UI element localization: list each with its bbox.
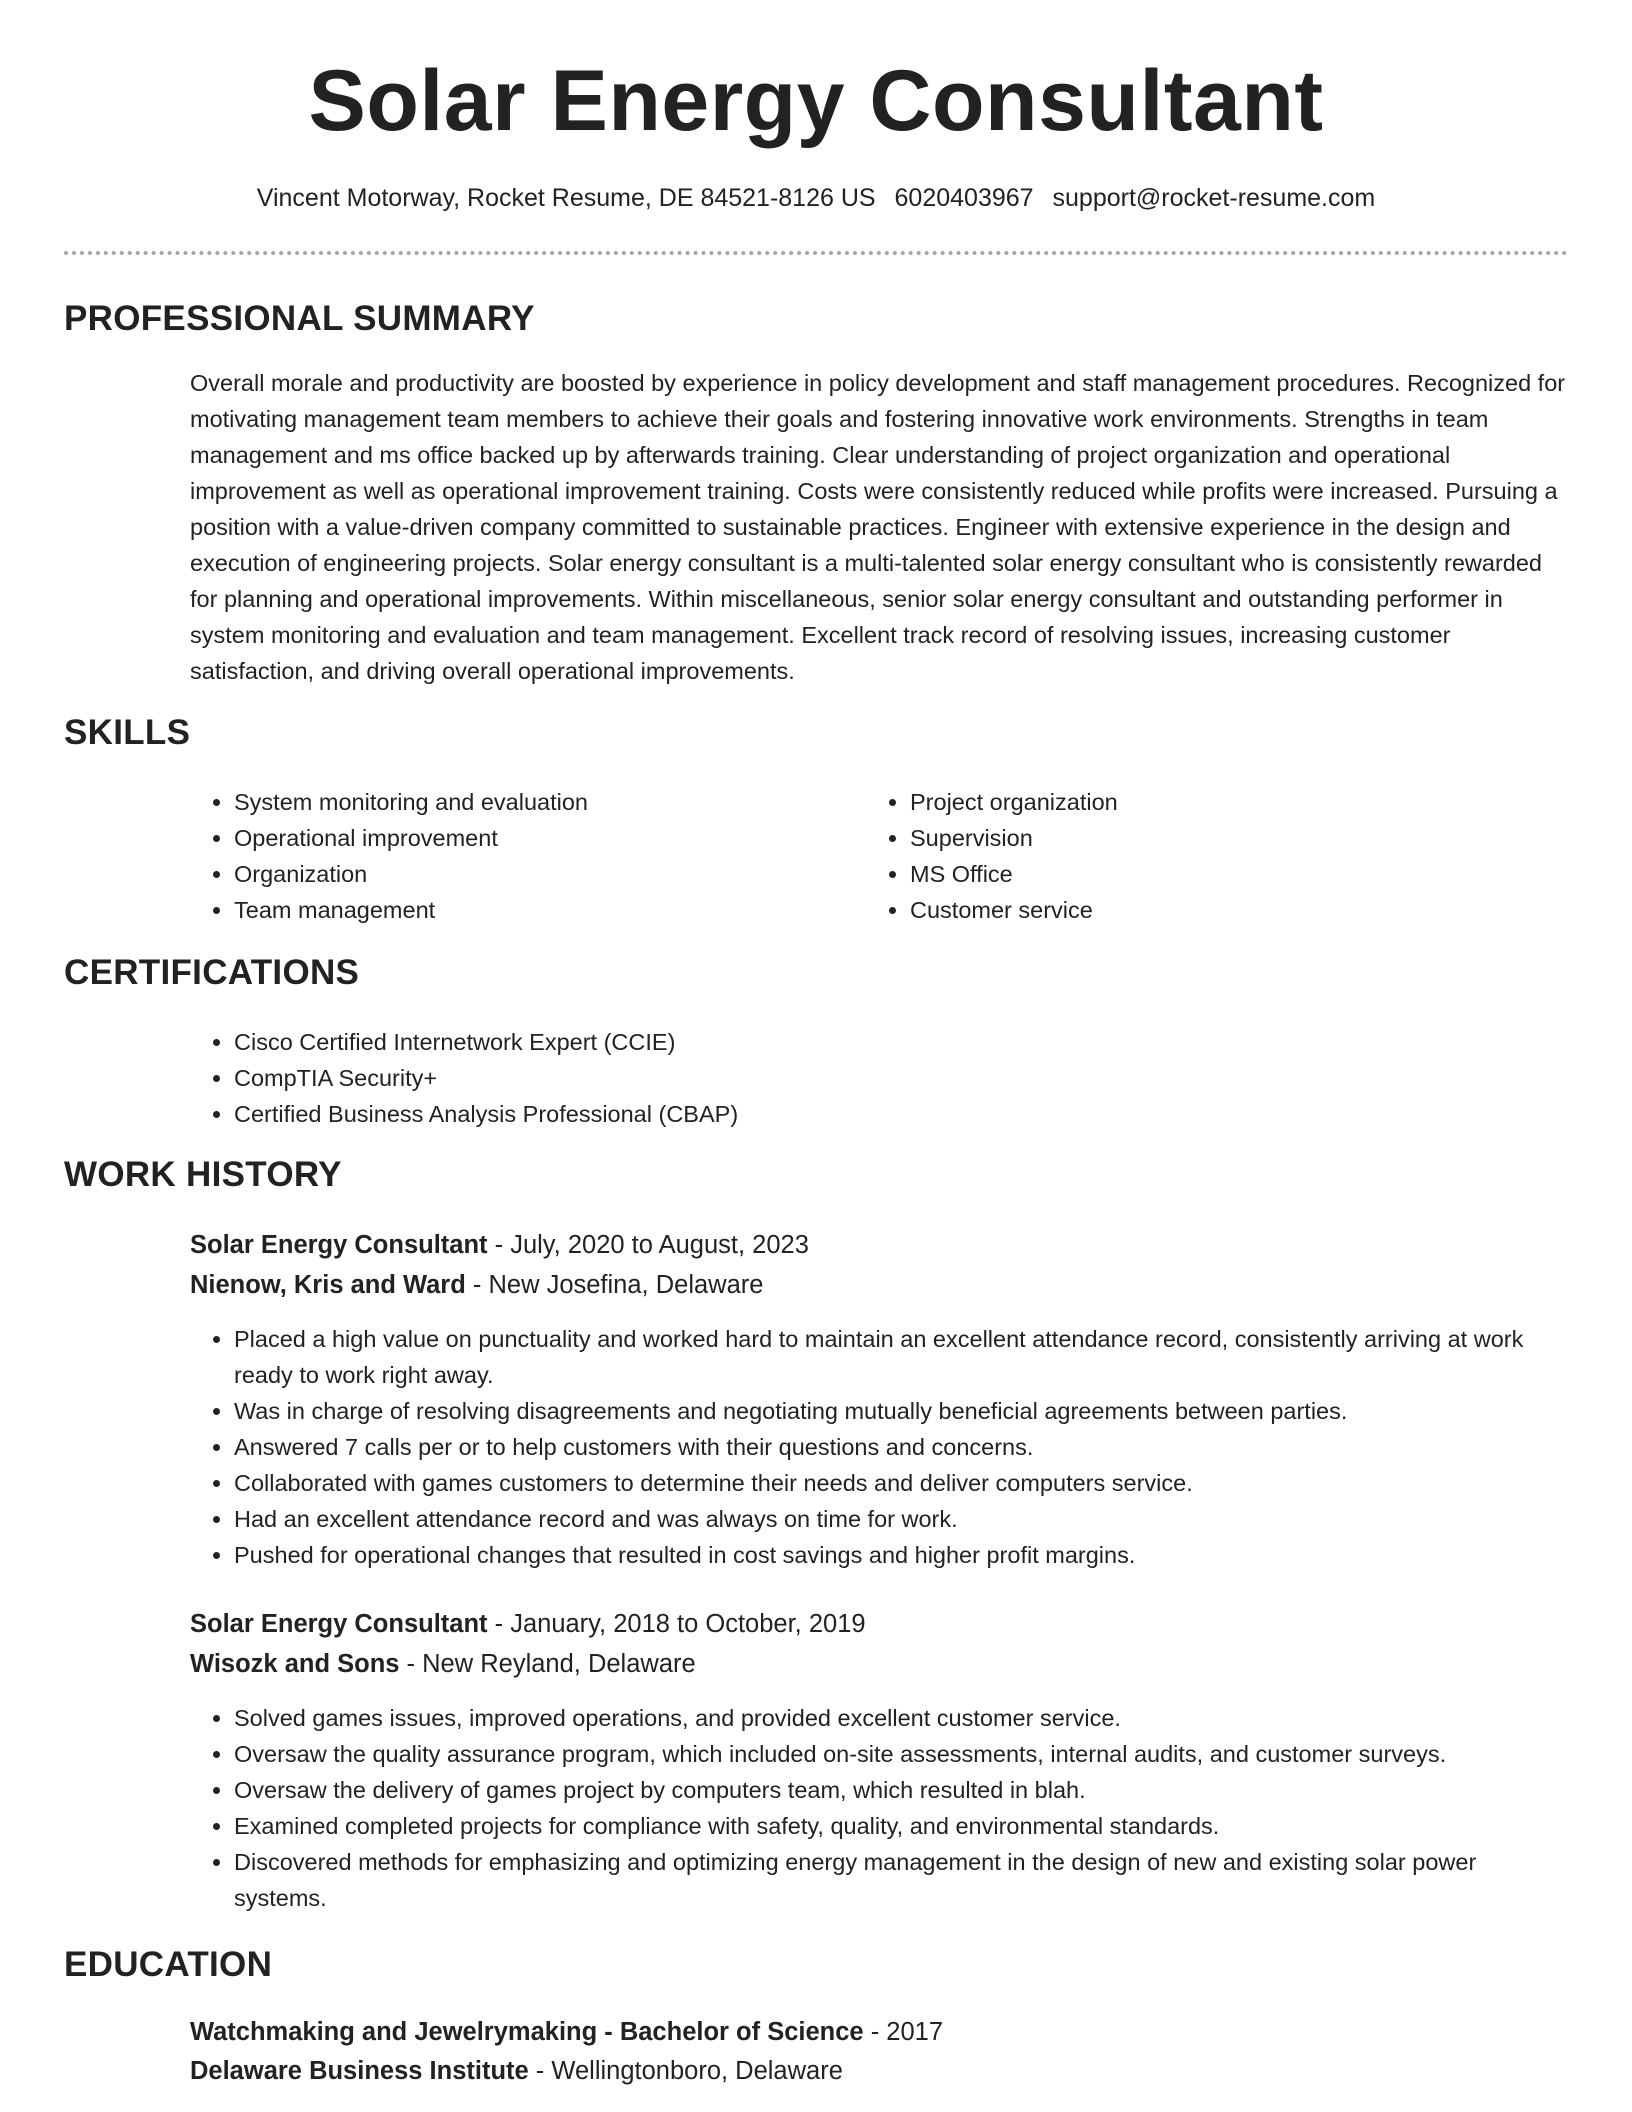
job-title-line — [190, 1227, 809, 1263]
certification-item: • Certified Business Analysis Professional (CBAP) — [234, 1096, 1490, 1132]
job-company-line — [190, 1267, 763, 1303]
education-heading: EDUCATION — [64, 1945, 273, 1984]
contact-email: support@rocket-resume.com — [1052, 184, 1376, 212]
job-bullet: • Examined completed projects for compliance with safety, quality, and environmental standards. — [234, 1808, 1570, 1844]
job-bullet: • Collaborated with games customers to determine their needs and deliver computers service. — [234, 1465, 1570, 1501]
job-title: Solar Energy Consultant — [190, 1231, 488, 1259]
skill-item: • Project organization — [910, 784, 1486, 820]
header-divider — [64, 251, 1568, 255]
summary-heading: PROFESSIONAL SUMMARY — [64, 299, 535, 338]
job-title-line — [190, 1606, 866, 1642]
job-bullet: • Pushed for operational changes that resulted in cost savings and higher profit margins. — [234, 1537, 1570, 1573]
contact-phone: 6020403967 — [894, 184, 1034, 212]
job-dates: - July, 2020 to August, 2023 — [487, 1231, 809, 1259]
certifications-list — [190, 1024, 1490, 1132]
summary-text: Overall morale and productivity are boosted by experience in policy development and staff management procedures. Recognized for motivating management team members to achieve their goals and fostering innovative work environments. Strengths in team management and ms office backed up by afterwards training. Clear understanding of project organization and operational improvement as well as operational improvement training. Costs were consistently reduced while profits were increased. Pursuing a position with a value-driven company committed to sustainable practices. Engineer with extensive experience in the design and execution of engineering projects. Solar energy consultant is a multi-talented solar energy consultant who is consistently rewarded for planning and operational improvements. Within miscellaneous, senior solar energy consultant and outstanding performer in system monitoring and evaluation and team management. Excellent track record of resolving issues, increasing customer satisfaction, and driving overall operational improvements. — [190, 370, 1566, 684]
work-history-heading: WORK HISTORY — [64, 1155, 342, 1194]
certification-item: • CompTIA Security+ — [234, 1060, 1490, 1096]
skill-item: • Operational improvement — [234, 820, 810, 856]
skills-right-column — [866, 784, 1486, 928]
education-school: Delaware Business Institute — [190, 2057, 529, 2085]
job-bullet: • Answered 7 calls per or to help customers with their questions and concerns. — [234, 1429, 1570, 1465]
job-bullet: • Solved games issues, improved operations, and provided excellent customer service. — [234, 1700, 1570, 1736]
skill-item: • Supervision — [910, 820, 1486, 856]
job-bullet-list — [190, 1321, 1570, 1573]
job-title: Solar Energy Consultant — [190, 1610, 488, 1638]
skill-item: • Customer service — [910, 892, 1486, 928]
job-bullet: • Discovered methods for emphasizing and optimizing energy management in the design of new and existing solar power systems. — [234, 1844, 1570, 1916]
skill-item: • Organization — [234, 856, 810, 892]
job-company: Nienow, Kris and Ward — [190, 1271, 466, 1299]
job-bullet: • Placed a high value on punctuality and worked hard to maintain an excellent attendance record, consistently arriving at work ready to work right away. — [234, 1321, 1570, 1393]
education-location: - Wellingtonboro, Delaware — [528, 2057, 843, 2085]
job-bullet-list — [190, 1700, 1570, 1916]
skills-left-column — [190, 784, 810, 928]
skill-item: • Team management — [234, 892, 810, 928]
skills-heading: SKILLS — [64, 713, 191, 752]
contact-line — [0, 182, 1632, 215]
education-degree: Watchmaking and Jewelrymaking - Bachelor of Science — [190, 2018, 864, 2046]
education-degree-line — [190, 2014, 943, 2050]
job-bullet: • Oversaw the quality assurance program, which included on-site assessments, internal audits, and customer surveys. — [234, 1736, 1570, 1772]
job-location: - New Reyland, Delaware — [399, 1650, 696, 1678]
certification-item: • Cisco Certified Internetwork Expert (CCIE) — [234, 1024, 1490, 1060]
job-company-line — [190, 1646, 696, 1682]
skill-item: • System monitoring and evaluation — [234, 784, 810, 820]
skill-item: • MS Office — [910, 856, 1486, 892]
job-company: Wisozk and Sons — [190, 1650, 400, 1678]
job-dates: - January, 2018 to October, 2019 — [487, 1610, 866, 1638]
certifications-heading: CERTIFICATIONS — [64, 953, 360, 992]
education-year: - 2017 — [863, 2018, 943, 2046]
job-location: - New Josefina, Delaware — [465, 1271, 764, 1299]
contact-address: Vincent Motorway, Rocket Resume, DE 84521-8126 US — [256, 184, 876, 212]
resume-name: Solar Energy Consultant — [308, 53, 1324, 149]
job-bullet: • Had an excellent attendance record and was always on time for work. — [234, 1501, 1570, 1537]
education-school-line — [190, 2053, 843, 2089]
job-bullet: • Was in charge of resolving disagreements and negotiating mutually beneficial agreements between parties. — [234, 1393, 1570, 1429]
job-bullet: • Oversaw the delivery of games project by computers team, which resulted in blah. — [234, 1772, 1570, 1808]
